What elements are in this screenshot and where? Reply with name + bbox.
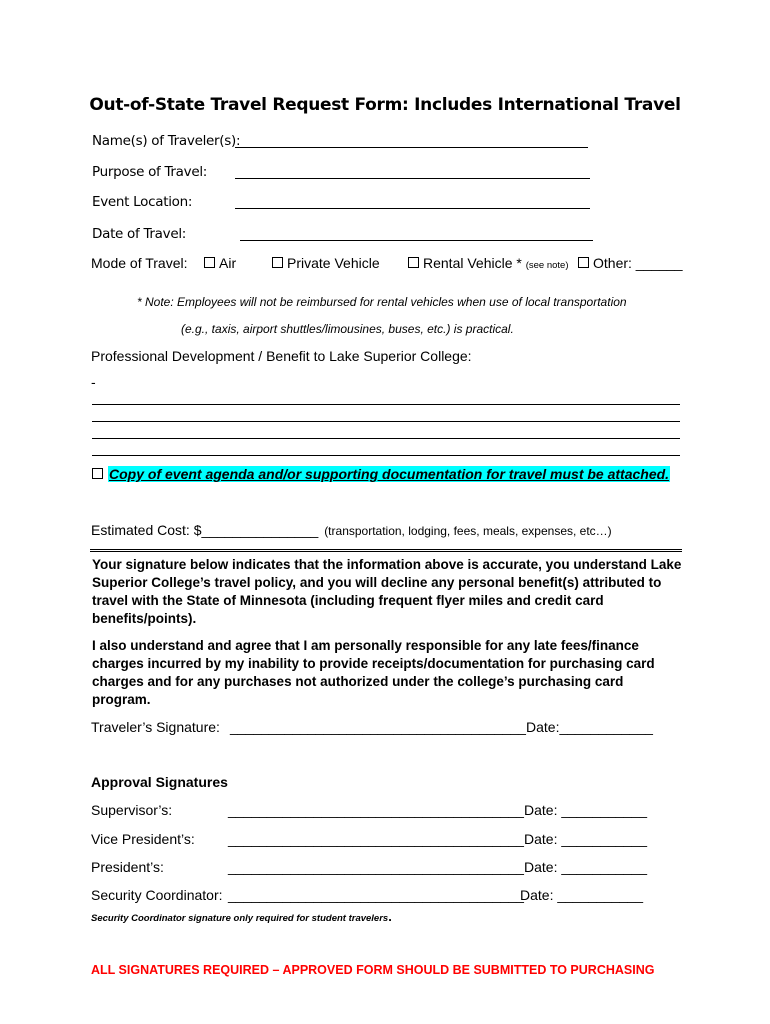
supervisor-label: Supervisor’s: [91,802,173,818]
location-label: Event Location: [92,194,193,210]
prof-dev-line-1[interactable] [92,404,680,405]
rental-note-line1: * Note: Employees will not be reimbursed for rental vehicles when use of local transportation [137,295,627,309]
approval-heading: Approval Signatures [91,774,228,790]
estimated-cost-field[interactable]: _______________ [201,522,319,538]
mode-label: Mode of Travel: [91,255,188,271]
security-date-field[interactable]: Date: ___________ [520,887,643,903]
air-label: Air [219,255,237,271]
air-checkbox[interactable] [204,257,215,268]
vp-label: Vice President’s: [91,831,195,847]
footer-instruction: ALL SIGNATURES REQUIRED – APPROVED FORM SHOULD BE SUBMITTED TO PURCHASING [91,963,655,977]
other-checkbox[interactable] [578,257,589,268]
rental-vehicle-checkbox[interactable] [408,257,419,268]
date-field[interactable] [240,226,593,241]
security-note-period: . [388,909,392,924]
prof-dev-line-3[interactable] [92,438,680,439]
page-title: Out-of-State Travel Request Form: Includes International Travel [89,95,681,115]
attachment-checkbox[interactable] [92,468,103,479]
rental-note-line2: (e.g., taxis, airport shuttles/limousines, buses, etc.) is practical. [181,322,514,336]
travelers-label: Name(s) of Traveler(s): [92,133,241,149]
security-note [91,908,392,926]
traveler-date-field[interactable]: Date:____________ [526,719,653,735]
see-note: (see note) [525,260,569,271]
estimated-cost-detail: (transportation, lodging, fees, meals, expenses, etc…) [324,524,612,538]
traveler-signature-label: Traveler’s Signature: [91,719,220,735]
supervisor-signature-field[interactable]: ______________________________________ [228,802,524,818]
prof-dev-label: Professional Development / Benefit to Lake Superior College: [91,348,472,364]
purpose-field[interactable] [235,164,590,179]
traveler-signature-field[interactable]: ______________________________________ [230,719,526,735]
purpose-label: Purpose of Travel: [92,164,208,180]
private-vehicle-checkbox[interactable] [272,257,283,268]
rental-vehicle-label: Rental Vehicle * [423,255,522,271]
supervisor-date-field[interactable]: Date: ___________ [524,802,647,818]
estimated-cost-label: Estimated Cost: $ [91,522,202,538]
prof-dev-line-2[interactable] [92,421,680,422]
security-signature-field[interactable]: ______________________________________ [228,887,524,903]
travelers-field[interactable] [235,133,588,148]
estimated-cost-row [91,522,612,538]
security-note-text: Security Coordinator signature only required for student travelers [91,913,389,924]
prof-dev-line-4[interactable] [92,455,680,456]
signature-statement: Your signature below indicates that the information above is accurate, you understand Lake Superior College’s travel policy, and you will decline any personal benefit(s) attributed to travel with the State of Minnesota (including frequent flyer miles and credit card benefits/points). [92,557,682,626]
president-label: President’s: [91,859,164,875]
responsibility-statement: I also understand and agree that I am personally responsible for any late fees/finance charges incurred by my inability to provide receipts/documentation for purchasing card charges and for any purchases not authorized under the college’s purchasing card program. [92,638,655,707]
attachment-text: Copy of event agenda and/or supporting documentation for travel must be attached. [109,466,670,482]
president-signature-field[interactable]: ______________________________________ [228,859,524,875]
date-label: Date of Travel: [92,226,187,242]
prof-dev-dash: - [91,374,96,390]
vp-signature-field[interactable]: ______________________________________ [228,831,524,847]
mode-air-option[interactable] [204,255,236,271]
divider-rule [90,549,682,552]
mode-other-option[interactable] [578,255,683,271]
other-field[interactable]: ______ [635,255,683,271]
private-vehicle-label: Private Vehicle [287,255,380,271]
president-date-field[interactable]: Date: ___________ [524,859,647,875]
mode-private-option[interactable] [272,255,380,271]
other-label: Other: [593,255,632,271]
location-field[interactable] [235,194,590,209]
mode-rental-option[interactable] [408,255,569,271]
security-label: Security Coordinator: [91,887,223,903]
attachment-row[interactable] [92,466,670,484]
vp-date-field[interactable]: Date: ___________ [524,831,647,847]
